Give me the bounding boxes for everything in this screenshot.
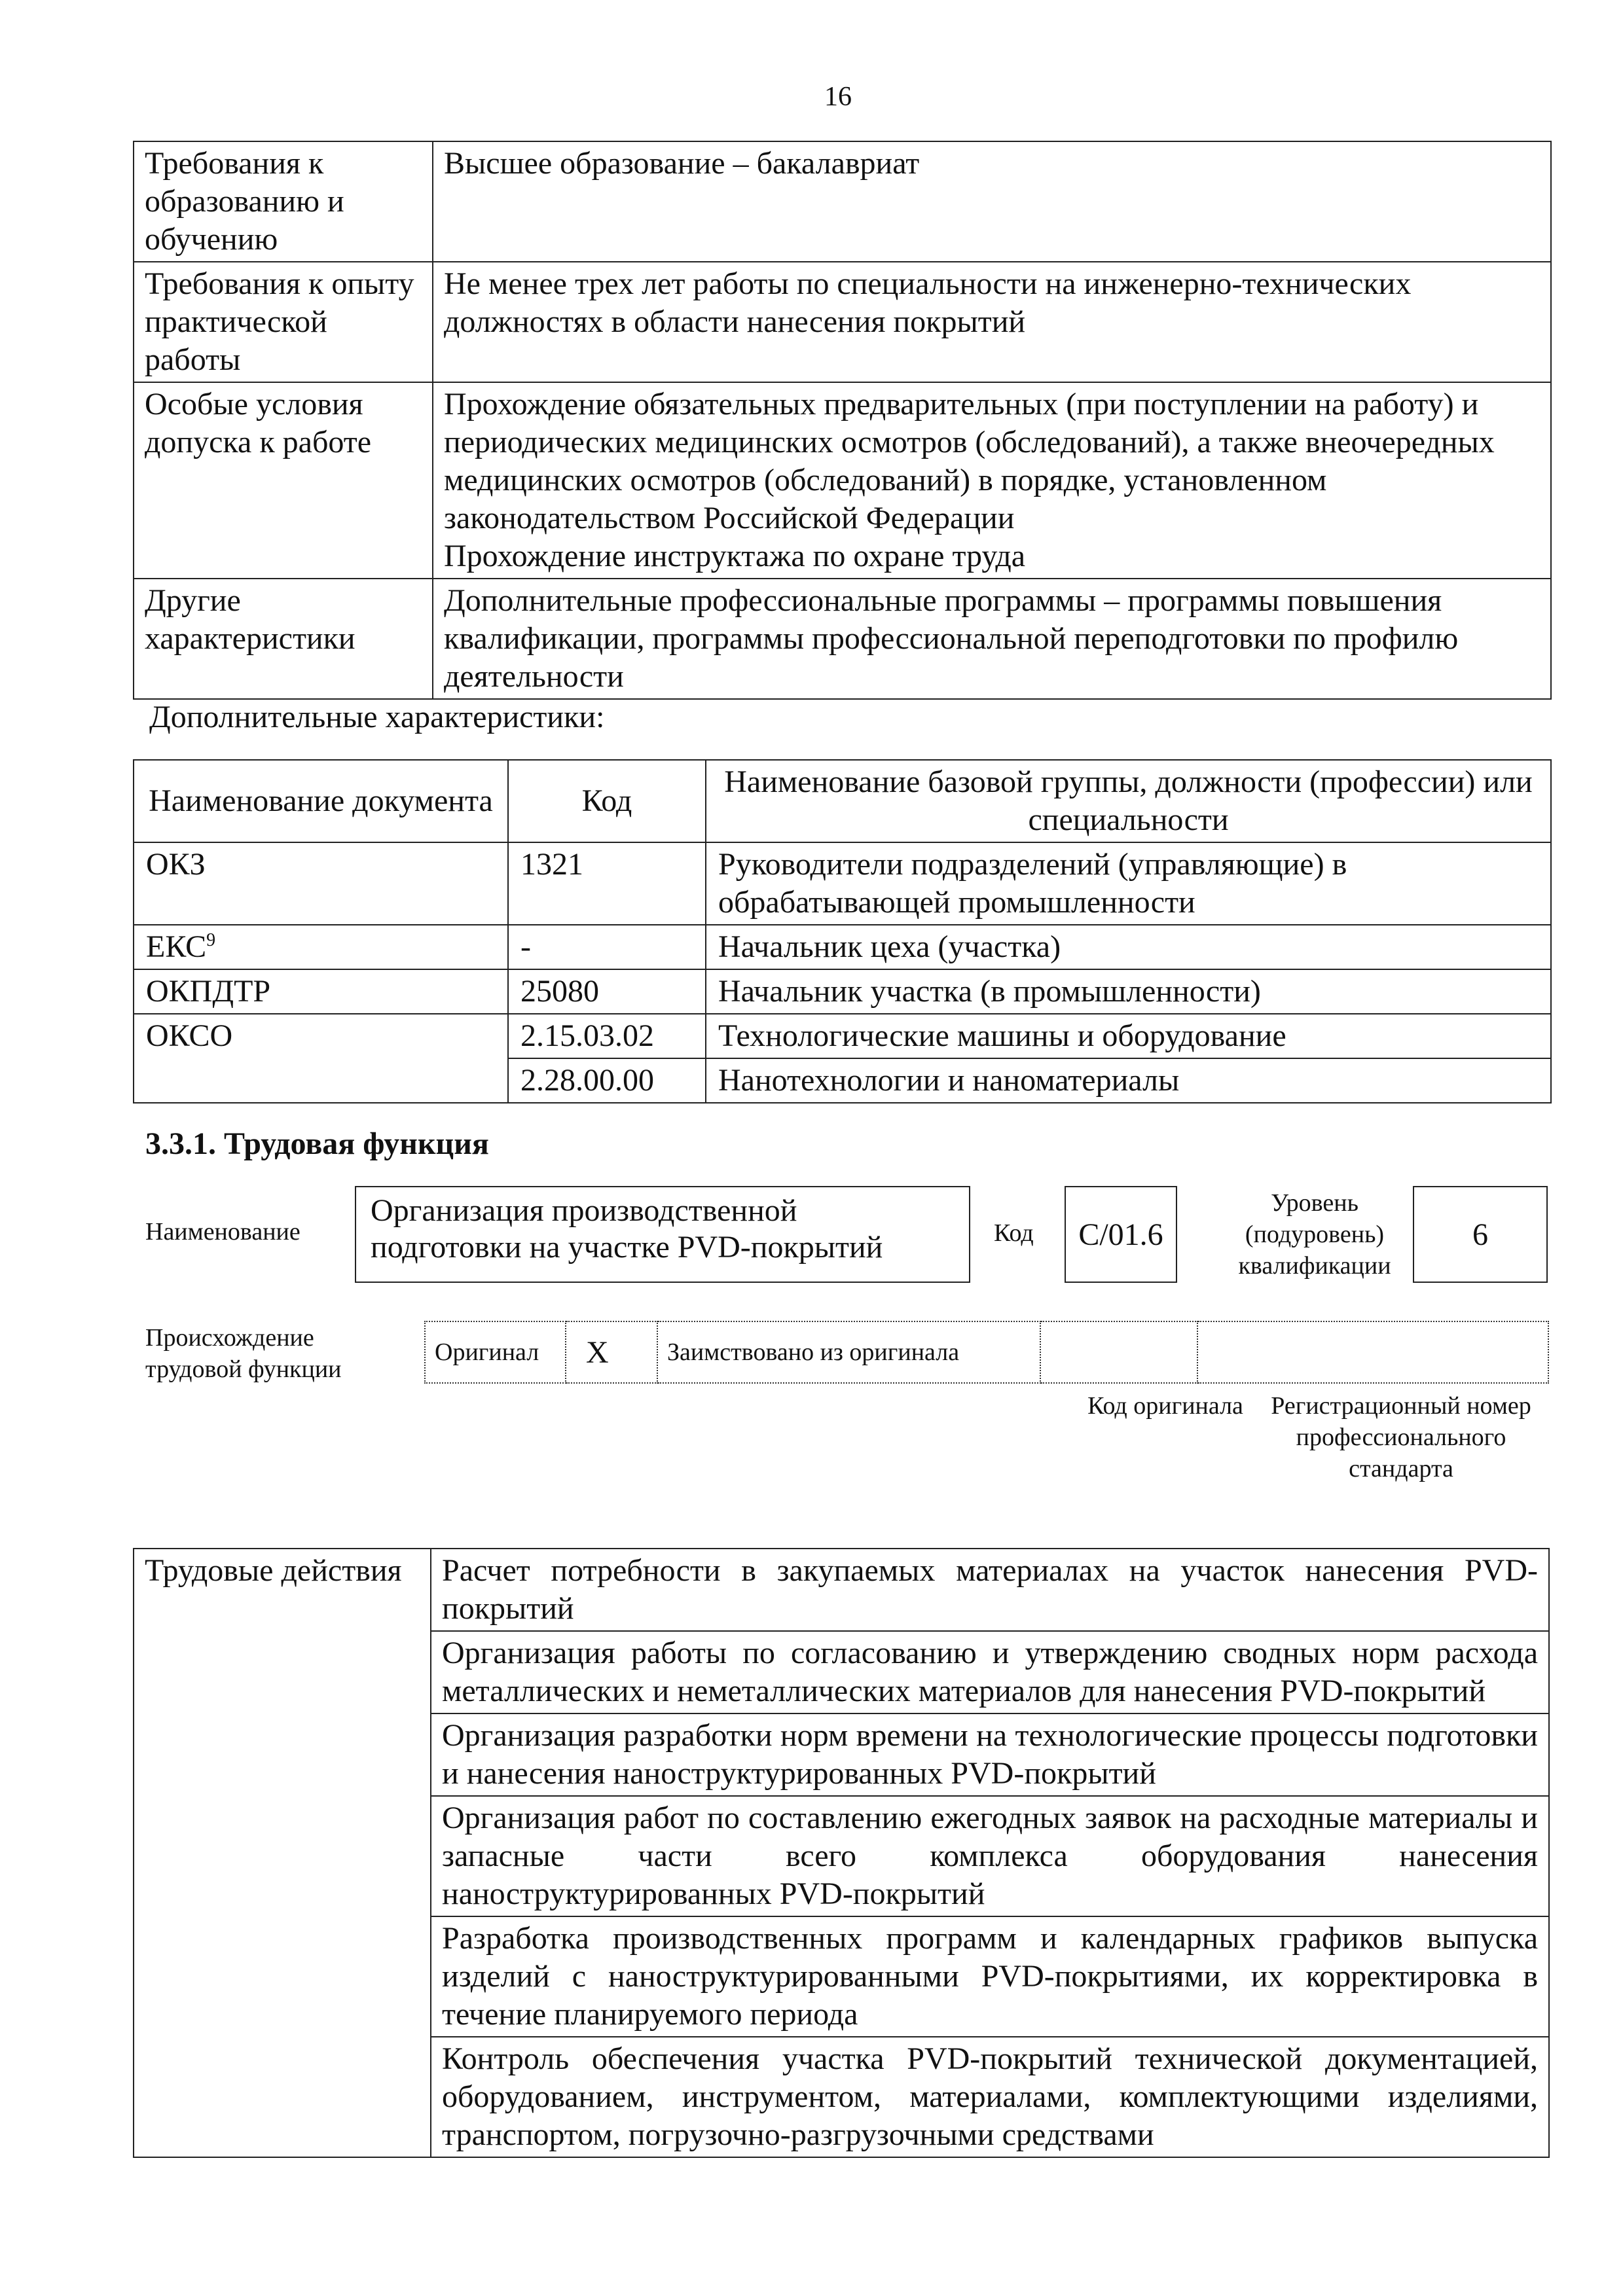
table-row bbox=[134, 141, 1551, 262]
code-cell: 1321 bbox=[508, 842, 706, 925]
code-cell: 2.15.03.02 bbox=[508, 1014, 706, 1058]
registration-number-caption: Регистрационный номер профессионального стандарта bbox=[1271, 1392, 1531, 1482]
labor-action-item: Разработка производственных программ и календарных графиков выпуска изделий с наноструктурированными PVD-покрытиями, их корректировка в течение планируемого периода bbox=[431, 1916, 1549, 2037]
borrowed-cell: Заимствовано из оригинала bbox=[657, 1321, 1040, 1383]
page-number: 16 bbox=[824, 82, 852, 112]
row-value: Высшее образование – бакалавриат bbox=[433, 141, 1551, 262]
row-value: Прохождение инструктажа по охране труда bbox=[444, 539, 1026, 573]
function-code-box: C/01.6 bbox=[1065, 1186, 1177, 1283]
row-label: Особые условия допуска к работе bbox=[134, 382, 433, 579]
name-label: Наименование bbox=[145, 1218, 301, 1246]
additional-characteristics-table bbox=[133, 759, 1552, 1103]
row-value: Не менее трех лет работы по специальности на инженерно-технических должностях в области нанесения покрытий bbox=[433, 262, 1551, 382]
name-cell: Руководители подразделений (управляющие) в обрабатывающей промышленности bbox=[706, 842, 1551, 925]
labor-actions-label: Трудовые действия bbox=[134, 1549, 431, 2157]
document-name: ЕКС bbox=[146, 929, 207, 964]
table-row bbox=[134, 382, 1551, 579]
table-row bbox=[134, 925, 1551, 969]
registration-number-cell bbox=[1197, 1321, 1548, 1383]
name-cell: Технологические машины и оборудование bbox=[706, 1014, 1551, 1058]
requirements-table bbox=[133, 141, 1552, 700]
table-row bbox=[134, 1549, 1549, 1631]
footnote-mark: 9 bbox=[206, 930, 216, 950]
table-row bbox=[134, 579, 1551, 699]
code-label: Код bbox=[994, 1219, 1034, 1247]
column-header-name: Наименование базовой группы, должности (профессии) или специальности bbox=[706, 760, 1551, 842]
document-name: ОКСО bbox=[146, 1018, 233, 1053]
code-cell: - bbox=[508, 925, 706, 969]
labor-action-item: Организация работы по согласованию и утверждению сводных норм расхода металлических и неметаллических материалов для нанесения PVD-покрытий bbox=[431, 1631, 1549, 1713]
qualification-level-label: Уровень (подуровень) квалификации bbox=[1238, 1189, 1391, 1280]
original-mark: X bbox=[566, 1321, 657, 1383]
origin-label: Происхождение трудовой функции bbox=[145, 1324, 342, 1383]
row-value: Дополнительные профессиональные программы – программы повышения квалификации, программы профессиональной переподготовки по профилю деятельности bbox=[433, 579, 1551, 699]
original-code-cell bbox=[1040, 1321, 1197, 1383]
document-name: ОКЗ bbox=[146, 847, 206, 882]
code-cell: 2.28.00.00 bbox=[508, 1058, 706, 1103]
table-row bbox=[134, 842, 1551, 925]
column-header-code: Код bbox=[508, 760, 706, 842]
additional-characteristics-title: Дополнительные характеристики: bbox=[149, 700, 605, 734]
row-label: Требования к опыту практической работы bbox=[134, 262, 433, 382]
original-code-caption: Код оригинала bbox=[1087, 1392, 1243, 1420]
column-header-document: Наименование документа bbox=[134, 760, 508, 842]
name-cell: Начальник участка (в промышленности) bbox=[706, 969, 1551, 1014]
row-value: Прохождение обязательных предварительных (при поступлении на работу) и периодических медицинских осмотров (обследований), а также внеочередных медицинских осмотров (обследований) в порядке, установленном законодательством Российской Федерации bbox=[444, 387, 1495, 535]
table-row bbox=[134, 969, 1551, 1014]
name-cell: Нанотехнологии и наноматериалы bbox=[706, 1058, 1551, 1103]
section-title: 3.3.1. Трудовая функция bbox=[145, 1126, 489, 1161]
labor-actions-table bbox=[133, 1548, 1550, 2158]
original-cell: Оригинал bbox=[425, 1321, 566, 1383]
labor-action-item: Организация работ по составлению ежегодных заявок на расходные материалы и запасные части всего комплекса оборудования нанесения наноструктурированных PVD-покрытий bbox=[431, 1796, 1549, 1916]
table-row bbox=[134, 262, 1551, 382]
function-name-box: Организация производственной подготовки на участке PVD-покрытий bbox=[355, 1186, 970, 1283]
origin-table bbox=[424, 1321, 1549, 1384]
qualification-level-box: 6 bbox=[1413, 1186, 1548, 1283]
labor-action-item: Расчет потребности в закупаемых материалах на участок нанесения PVD-покрытий bbox=[431, 1549, 1549, 1631]
code-cell: 25080 bbox=[508, 969, 706, 1014]
table-row bbox=[134, 1014, 1551, 1058]
name-cell: Начальник цеха (участка) bbox=[706, 925, 1551, 969]
labor-action-item: Контроль обеспечения участка PVD-покрытий технической документацией, оборудованием, инструментом, материалами, комплектующими изделиями, транспортом, погрузочно-разгрузочными средствами bbox=[431, 2037, 1549, 2157]
row-label: Другие характеристики bbox=[134, 579, 433, 699]
document-name: ОКПДТР bbox=[146, 974, 271, 1009]
table-header-row bbox=[134, 760, 1551, 842]
row-label: Требования к образованию и обучению bbox=[134, 141, 433, 262]
labor-action-item: Организация разработки норм времени на технологические процессы подготовки и нанесения наноструктурированных PVD-покрытий bbox=[431, 1713, 1549, 1796]
